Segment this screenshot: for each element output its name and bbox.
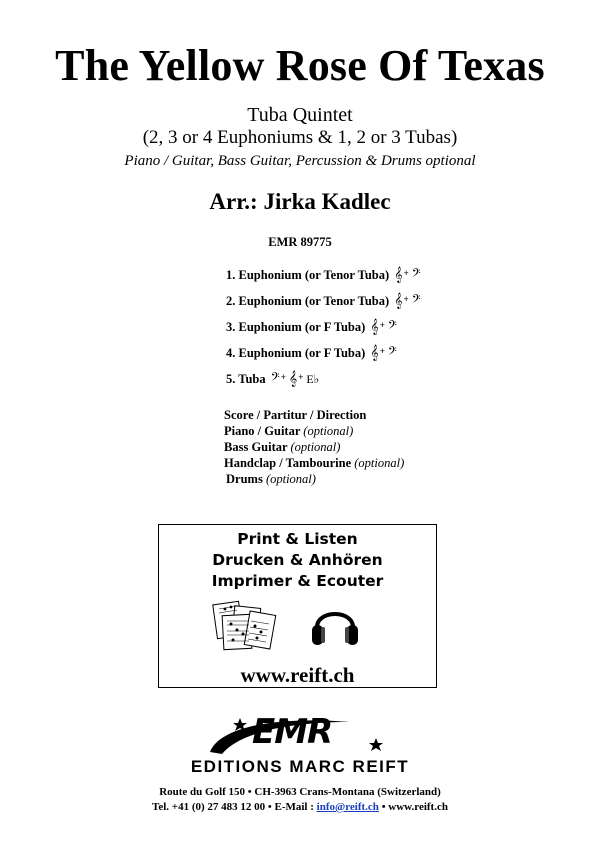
extra-label: Drums xyxy=(226,472,263,486)
subtitle: Tuba Quintet xyxy=(247,104,353,126)
sheet-music-icon xyxy=(211,597,279,653)
extra-note: (optional) xyxy=(303,424,354,438)
instrumentation: (2, 3 or 4 Euphoniums & 1, 2 or 3 Tubas) xyxy=(142,127,458,148)
part-list-item xyxy=(226,320,397,336)
publisher-contact xyxy=(0,801,600,813)
extra-label: Bass Guitar xyxy=(224,440,288,454)
publisher-address: Route du Golf 150 • CH-3963 Crans-Montana (Switzerland) xyxy=(159,786,441,798)
key-label: E♭ xyxy=(306,372,320,386)
plus-sign: + xyxy=(379,346,385,356)
plus-sign: + xyxy=(298,372,304,382)
extra-label: Score / Partitur / Direction xyxy=(224,408,367,422)
arranger: Arr.: Jirka Kadlec xyxy=(209,189,391,214)
plus-sign: + xyxy=(379,320,385,330)
extra-item xyxy=(224,440,340,455)
part-label: 3. Euphonium (or F Tuba) xyxy=(226,320,366,334)
email-link[interactable]: info@reift.ch xyxy=(316,801,379,813)
bass-clef-icon: 𝄢 xyxy=(411,268,421,283)
treble-clef-icon: 𝄞 xyxy=(394,294,403,309)
publisher-name: EDITIONS MARC REIFT xyxy=(190,757,410,776)
bass-clef-icon: 𝄢 xyxy=(411,294,421,309)
part-list-item xyxy=(226,268,421,284)
extra-item xyxy=(224,408,366,423)
part-list-item xyxy=(226,372,319,388)
part-label: 2. Euphonium (or Tenor Tuba) xyxy=(226,294,390,308)
treble-clef-icon: 𝄞 xyxy=(288,372,298,387)
website-text: • www.reift.ch xyxy=(378,801,448,813)
extra-item xyxy=(224,424,353,439)
optional-instruments: Piano / Guitar, Bass Guitar, Percussion & Drums optional xyxy=(124,153,476,169)
plus-sign: + xyxy=(280,372,286,382)
plus-sign: + xyxy=(403,268,409,278)
extra-item xyxy=(226,472,316,487)
extra-label: Piano / Guitar xyxy=(224,424,301,438)
emr-logo-text: EMR xyxy=(252,712,333,752)
promo-line: Drucken & Anhören xyxy=(212,551,383,569)
treble-clef-icon: 𝄞 xyxy=(394,268,403,283)
extra-note: (optional) xyxy=(265,472,316,486)
promo-line: Imprimer & Ecouter xyxy=(211,572,384,590)
bass-clef-icon: 𝄢 xyxy=(270,372,280,387)
part-list-item xyxy=(226,346,397,362)
part-list-item xyxy=(226,294,421,310)
catalog-number: EMR 89775 xyxy=(268,235,332,249)
treble-clef-icon: 𝄞 xyxy=(370,346,379,361)
phone-text: Tel. +41 (0) 27 483 12 00 • E-Mail : xyxy=(152,801,317,813)
part-label: 1. Euphonium (or Tenor Tuba) xyxy=(226,268,390,282)
plus-sign: + xyxy=(403,294,409,304)
treble-clef-icon: 𝄞 xyxy=(370,320,379,335)
part-label: 4. Euphonium (or F Tuba) xyxy=(226,346,366,360)
extra-label: Handclap / Tambourine xyxy=(224,456,352,470)
print-listen-box xyxy=(158,524,437,688)
extra-note: (optional) xyxy=(290,440,341,454)
promo-line: Print & Listen xyxy=(237,530,358,548)
bass-clef-icon: 𝄢 xyxy=(387,320,397,335)
page-title: The Yellow Rose Of Texas xyxy=(55,41,545,90)
headphones-icon xyxy=(309,597,361,653)
extra-note: (optional) xyxy=(354,456,405,470)
bass-clef-icon: 𝄢 xyxy=(387,346,397,361)
part-label: 5. Tuba xyxy=(226,372,266,386)
website-link[interactable]: www.reift.ch xyxy=(240,663,355,687)
extra-item xyxy=(224,456,404,471)
